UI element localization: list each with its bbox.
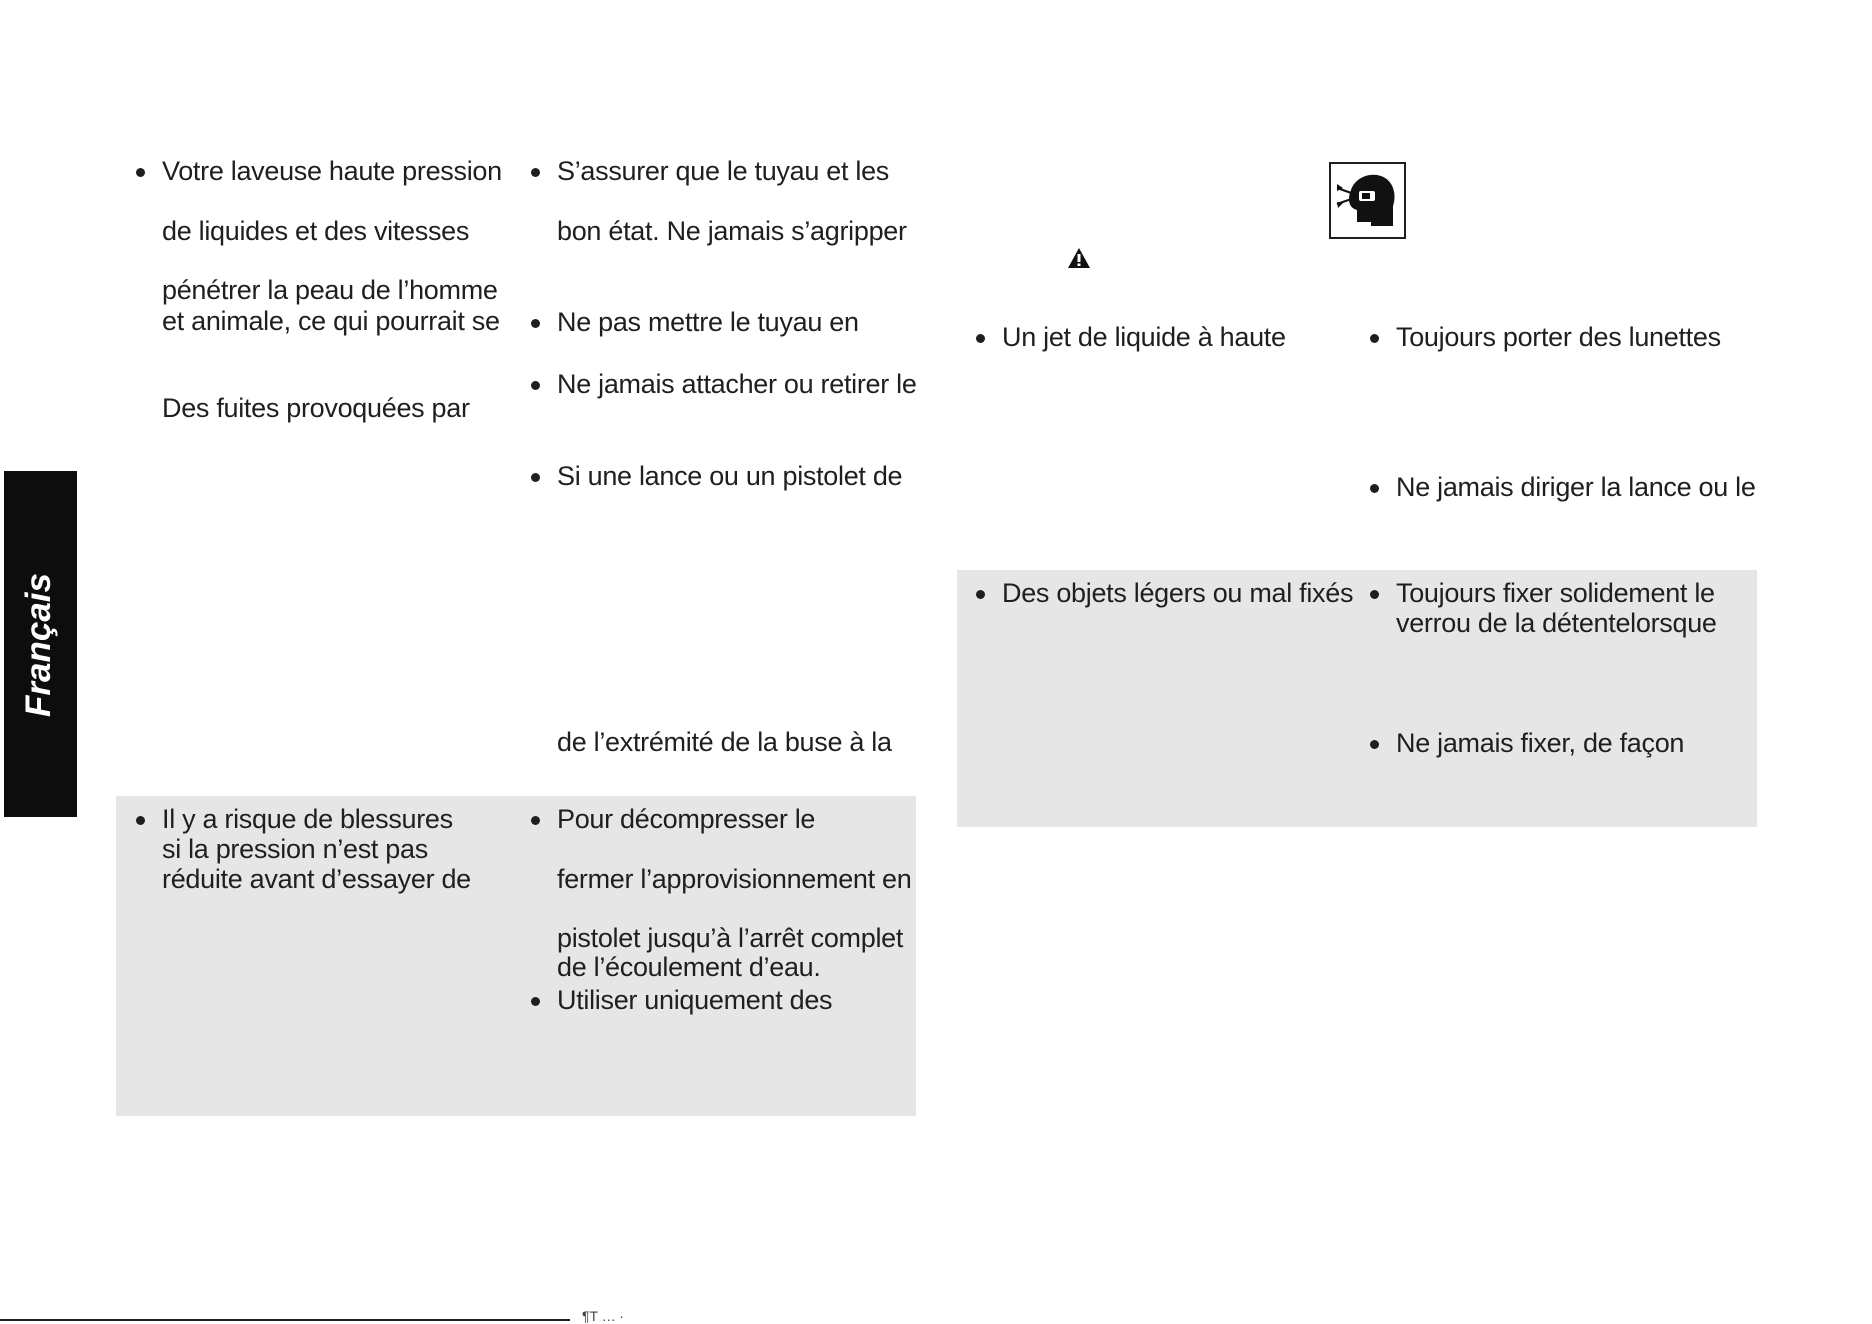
col2-b4: Si une lance ou un pistolet de (557, 461, 903, 491)
warning-triangle-icon (1067, 247, 1091, 274)
bullet (531, 381, 540, 390)
bullet (976, 590, 985, 599)
col2-b5-line2: fermer l’approvisionnement en (557, 864, 912, 894)
col2-b1-line1: S’assurer que le tuyau et les (557, 156, 889, 186)
col1-b2-line3: réduite avant d’essayer de (162, 864, 471, 894)
col4-b3-line2: verrou de la détentelorsque (1396, 608, 1717, 638)
bullet (976, 334, 985, 343)
col1-b1-line4: et animale, ce qui pourrait se (162, 306, 500, 336)
col1-b1-line2: de liquides et des vitesses (162, 216, 470, 246)
language-label: Français (19, 573, 58, 717)
col2-b3: Ne jamais attacher ou retirer le (557, 369, 917, 399)
footer-rule (0, 1319, 570, 1321)
bullet (1370, 590, 1379, 599)
col1-b1-line1: Votre laveuse haute pression (162, 156, 502, 186)
bullet (531, 997, 540, 1006)
bullet (136, 168, 145, 177)
col3-b2: Des objets légers ou mal fixés (1002, 578, 1354, 608)
bullet (1370, 740, 1379, 749)
col4-b1: Toujours porter des lunettes (1396, 322, 1721, 352)
bullet (531, 319, 540, 328)
bullet (531, 168, 540, 177)
bullet (531, 816, 540, 825)
col2-b5-line4: de l’écoulement d’eau. (557, 952, 821, 982)
col2-b5-line1: Pour décompresser le (557, 804, 816, 834)
col3-b1: Un jet de liquide à haute (1002, 322, 1286, 352)
col1-b2-line2: si la pression n’est pas (162, 834, 428, 864)
bullet (531, 473, 540, 482)
col1-b1-line5: Des fuites provoquées par (162, 393, 470, 423)
col4-b3-line1: Toujours fixer solidement le (1396, 578, 1715, 608)
bullet (1370, 334, 1379, 343)
col2-b5-line3: pistolet jusqu’à l’arrêt complet (557, 923, 904, 953)
col2-b2: Ne pas mettre le tuyau en (557, 307, 859, 337)
col2-b1-line2: bon état. Ne jamais s’agripper (557, 216, 907, 246)
footer-fragment: ¶T … ∙ (582, 1308, 624, 1324)
col4-b2: Ne jamais diriger la lance ou le (1396, 472, 1756, 502)
safety-goggles-icon (1329, 162, 1406, 239)
col1-b2-line1: Il y a risque de blessures (162, 804, 453, 834)
col2-b6: Utiliser uniquement des (557, 985, 833, 1015)
bullet (1370, 484, 1379, 493)
col4-b4: Ne jamais fixer, de façon (1396, 728, 1685, 758)
col2-b4-tail: de l’extrémité de la buse à la (557, 727, 892, 757)
bullet (136, 816, 145, 825)
col1-b1-line3: pénétrer la peau de l’homme (162, 275, 498, 305)
